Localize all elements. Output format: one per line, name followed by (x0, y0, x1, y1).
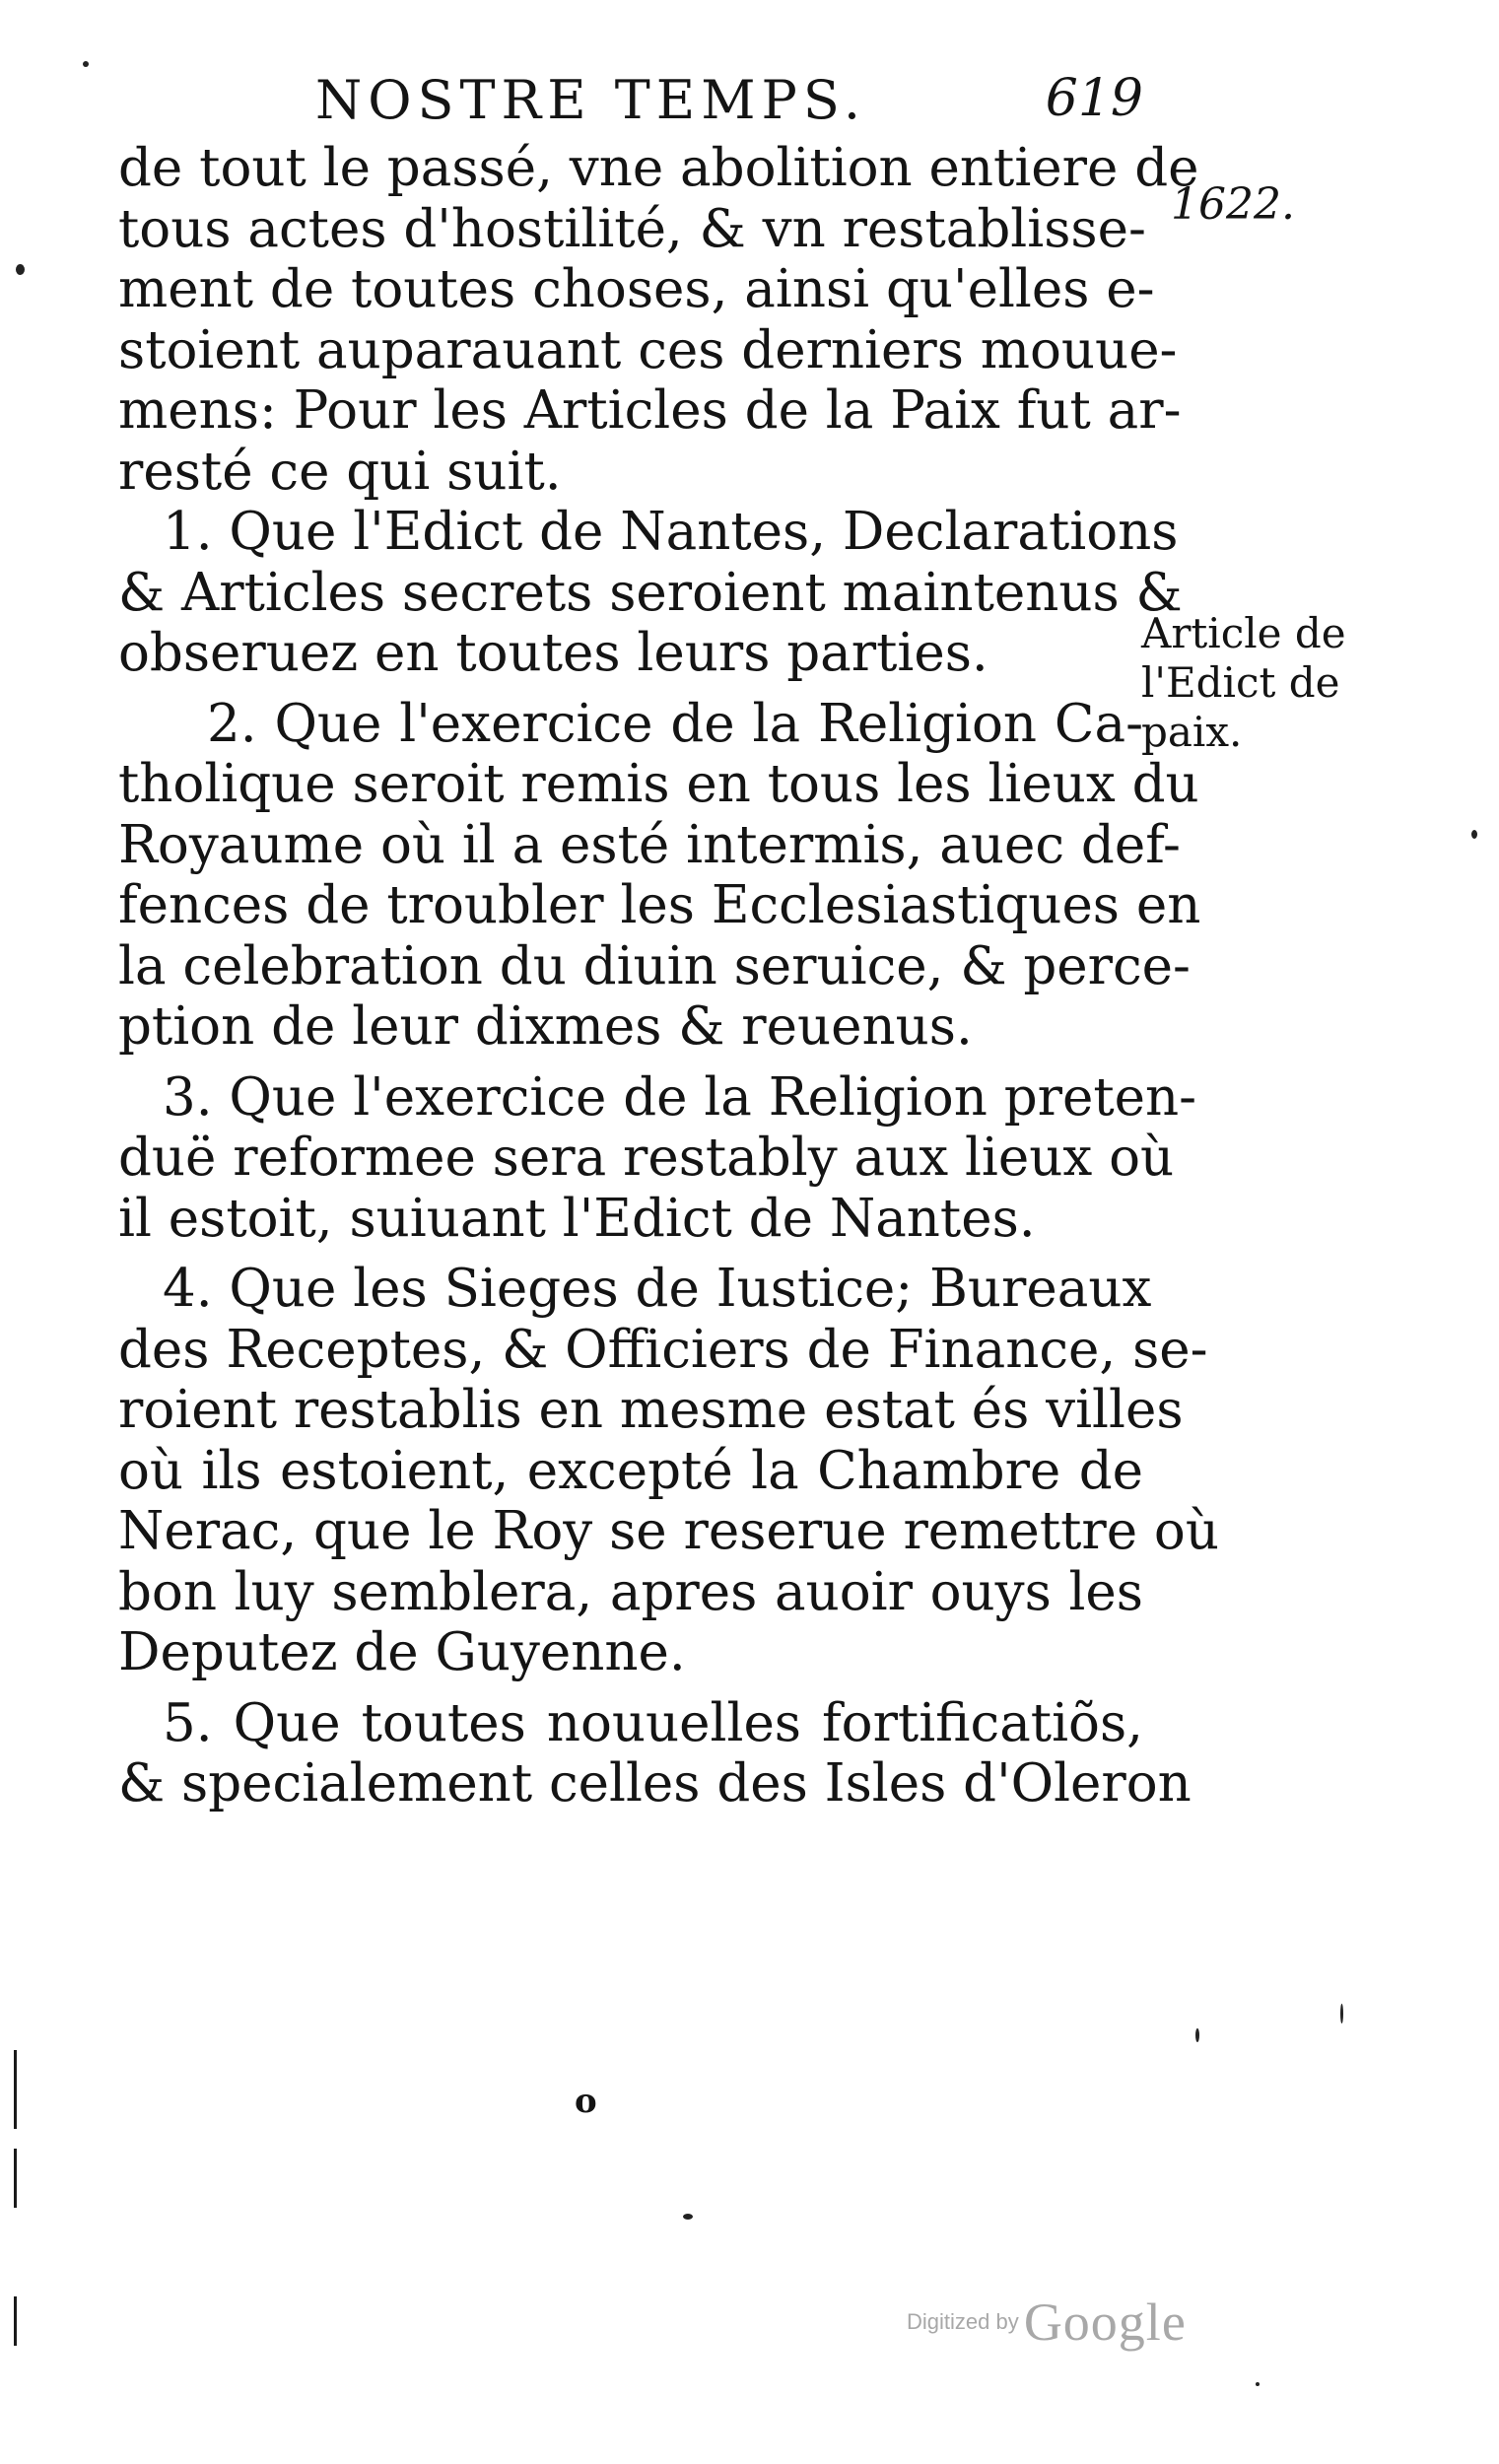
page-number: 619 (1045, 69, 1143, 128)
text-line: mens: Pour les Articles de la Paix fut ar- (118, 380, 1182, 441)
article-4-line: 4. Que les Sieges de Iustice; Bureaux (163, 1259, 1152, 1319)
page-edge-mark (14, 2050, 17, 2129)
article-3-line: 3. Que l'exercice de la Religion preten- (163, 1066, 1197, 1128)
article-2-line: ption de leur dixmes & reuenus. (118, 996, 973, 1057)
article-5-line: & specialement celles des Isles d'Oleron (118, 1753, 1192, 1814)
article-1-line: & Articles secrets seroient maintenus & (118, 562, 1183, 623)
article-1-line: 1. Que l'Edict de Nantes, Declarations (163, 502, 1179, 562)
article-3-line: duë reformee sera restably aux lieux où (118, 1128, 1175, 1188)
digitized-watermark (907, 2292, 1187, 2353)
scan-speck (683, 2214, 693, 2220)
ornament-mark: o (575, 2082, 597, 2121)
margin-year: 1622. (1171, 179, 1295, 230)
scan-speck (1195, 2028, 1199, 2042)
page-edge-mark (14, 2296, 17, 2346)
scan-speck (1256, 2382, 1260, 2386)
margin-note-line: l'Edict de (1141, 658, 1340, 707)
article-4-line: roient restablis en mesme estat és villes (118, 1380, 1184, 1440)
page-header (118, 69, 1143, 138)
article-2-line: 2. Que l'exercice de la Religion Ca- (207, 693, 1143, 754)
article-5-line: 5. Que toutes nouuelles fortificatiõs, (163, 1692, 1143, 1753)
article-4-line: où ils estoient, excepté la Chambre de (118, 1440, 1143, 1501)
page-edge-mark (14, 2149, 17, 2208)
text-line: de tout le passé, vne abolition entiere de (118, 138, 1199, 198)
running-title: NOSTRE TEMPS. (315, 69, 867, 131)
watermark-brand: Google (1023, 2293, 1187, 2352)
scan-speck (1471, 830, 1477, 839)
article-2-line: fences de troubler les Ecclesiastiques en (118, 875, 1201, 935)
article-4-line: bon luy semblera, apres auoir ouys les (118, 1561, 1143, 1622)
text-line: stoient auparauant ces derniers mouue- (118, 319, 1178, 380)
margin-note (1141, 609, 1378, 757)
article-4-line: Deputez de Guyenne. (118, 1622, 686, 1682)
scan-speck (1340, 2004, 1343, 2023)
scan-speck (83, 61, 89, 67)
scan-speck (16, 264, 25, 275)
text-line: resté ce qui suit. (118, 441, 562, 502)
article-1-line: obseruez en toutes leurs parties. (118, 623, 988, 683)
article-4-line: Nerac, que le Roy se reserue remettre où (118, 1501, 1219, 1561)
article-2-line: la celebration du diuin seruice, & perce- (118, 935, 1191, 996)
text-line: tous actes d'hostilité, & vn restablisse- (118, 198, 1146, 259)
margin-note-line: Article de (1141, 609, 1346, 657)
article-4-line: des Receptes, & Officiers de Finance, se- (118, 1319, 1208, 1380)
article-2-line: tholique seroit remis en tous les lieux du (118, 754, 1199, 814)
article-3-line: il estoit, suiuant l'Edict de Nantes. (118, 1188, 1036, 1249)
text-line: ment de toutes choses, ainsi qu'elles e- (118, 259, 1155, 319)
article-2-line: Royaume où il a esté intermis, auec def- (118, 814, 1181, 875)
watermark-prefix: Digitized by (907, 2309, 1019, 2334)
body-text (118, 138, 1219, 1814)
margin-note-line: paix. (1141, 708, 1243, 756)
